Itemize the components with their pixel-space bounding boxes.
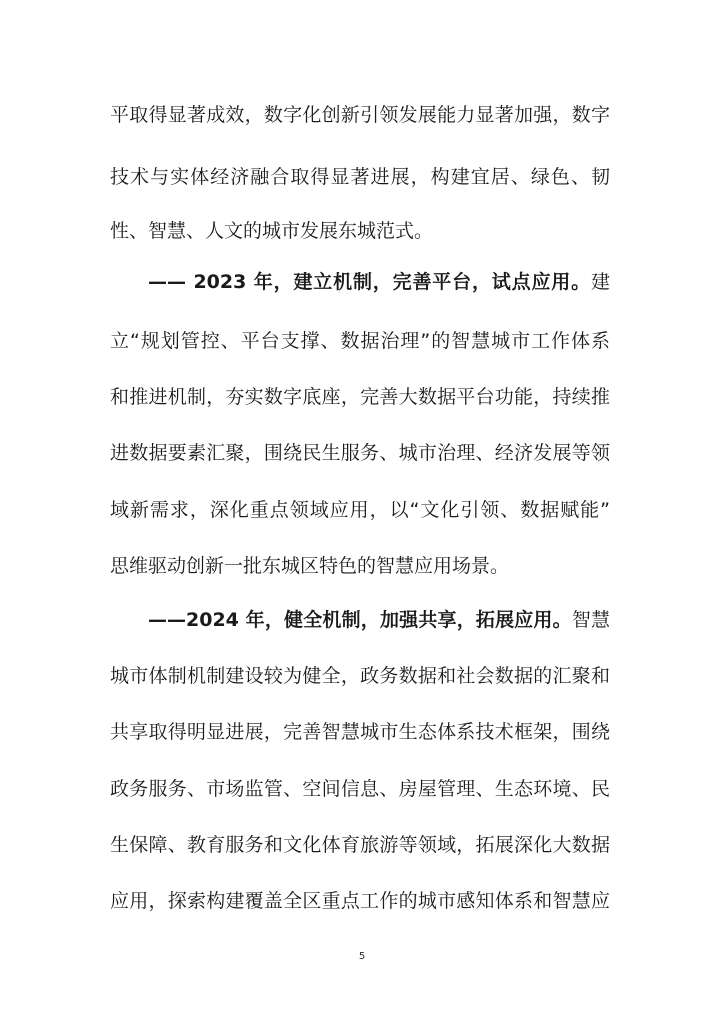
line-text: 和推进机制，夯实数字底座，完善大数据平台功能，持续推 — [110, 386, 610, 408]
line-text: 智慧 — [571, 609, 610, 631]
paragraph-line-13 — [110, 773, 610, 805]
milestone-2024-heading: ——2024 年，健全机制，加强共享，拓展应用。 — [148, 609, 572, 631]
line-text: 技术与实体经济融合取得显著进展，构建宜居、绿色、韧 — [110, 166, 610, 188]
paragraph-line-12 — [110, 716, 610, 748]
paragraph-line-9 — [110, 550, 610, 582]
paragraph-line-15 — [110, 885, 610, 917]
paragraph-line-7 — [110, 437, 610, 469]
paragraph-line-1 — [110, 99, 610, 131]
paragraph-line-6 — [110, 381, 610, 413]
milestone-2023-heading-line — [148, 266, 610, 298]
line-text: 域新需求，深化重点领域应用，以“文化引领、数据赋能” — [110, 499, 610, 521]
line-text: 政务服务、市场监管、空间信息、房屋管理、生态环境、民 — [110, 778, 610, 800]
line-text: 生保障、教育服务和文化体育旅游等领域，拓展深化大数据 — [110, 834, 610, 856]
line-text: 城市体制机制建设较为健全，政务数据和社会数据的汇聚和 — [110, 665, 610, 687]
line-text: 应用，探索构建覆盖全区重点工作的城市感知体系和智慧应 — [110, 890, 610, 912]
page-number: 5 — [358, 951, 366, 962]
line-text: 思维驱动创新一批东城区特色的智慧应用场景。 — [110, 555, 510, 577]
line-text: 立“规划管控、平台支撑、数据治理”的智慧城市工作体系 — [110, 330, 610, 352]
paragraph-line-14 — [110, 829, 610, 861]
line-text: 平取得显著成效，数字化创新引领发展能力显著加强，数字 — [110, 104, 610, 126]
line-text: 共享取得明显进展，完善智慧城市生态体系技术框架，围绕 — [110, 721, 610, 743]
milestone-2024-heading-line — [148, 604, 610, 636]
paragraph-line-8 — [110, 494, 610, 526]
paragraph-line-3 — [110, 215, 610, 247]
line-text: 进数据要素汇聚，围绕民生服务、城市治理、经济发展等领 — [110, 442, 610, 464]
milestone-2023-heading: —— 2023 年，建立机制，完善平台，试点应用。 — [148, 271, 591, 293]
line-text: 性、智慧、人文的城市发展东城范式。 — [110, 220, 434, 242]
paragraph-line-11 — [110, 660, 610, 692]
paragraph-line-2 — [110, 161, 610, 193]
paragraph-line-5 — [110, 325, 610, 357]
line-text: 建 — [590, 271, 610, 293]
